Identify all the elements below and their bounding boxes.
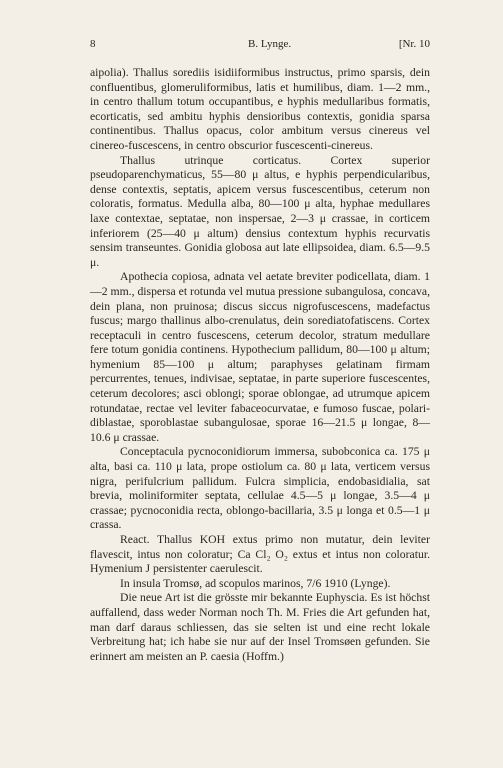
paragraph-discussion: Die neue Art ist die grösste mir bekannte Euphyscia. Es ist höchst auffallend, dass weder Norman noch Th. M. Fries die Art gefunden hat, man darf daraus schliessen, das sie selten ist und eine recht lokale Verbreitung hat; ich habe sie nur auf der Insel Tromsøen gefunden. Sie erinnert am meisten an P. caesia (Hoffm.)	[90, 591, 430, 663]
paragraph-soredia: aipolia). Thallus sorediis isidiiformibus instructus, primo sparsis, dein confluentibus, glomeruliformibus, latis et humilibus, diam. 1—2 mm., in centro thallum totum occupantibus, e hyphis medullaribus formatis, ecorticatis, sed ambitu hyphis densioribus contextis, gonidia sparsa continentibus. Thallus opacus, color ambitum versus cinereus vel cinereo-fuscescens, in centro obscurior fuscescenti-cinereus.	[90, 66, 430, 152]
author-name: B. Lynge.	[248, 38, 292, 50]
paragraph-apothecia: Apothecia copiosa, adnata vel aetate breviter podicellata, diam. 1—2 mm., dispersa et rotunda vel mutua pressione subangulosa, concava, dein plana, non pruinosa; discus siccus nigrofuscescens, madefactus fuscus; margo thallinus albo-crenulatus, dein sorediatofatiscens. Cortex receptaculi in centro fuscescens, ceterum decolor, stratum medullare fere totum gonidia continens. Hypothecium pallidum, 80—100 μ altum; hymenium 85—100 μ altum; paraphyses gelatinam firmam percurrentes, tenues, indivisae, septatae, in parte superiore fuscescentes, ceterum decolores; asci oblongi; sporae oblongae, ad utrumque apicem rotundatae, rectae vel leviter fabaceocurvatae, e fumoso fuscae, polari-diblastae, sporoblastae subangulosae, sporae 16—21.5 μ longae, 8—10.6 μ crassae.	[90, 270, 430, 444]
paragraph-cortex: Thallus utrinque corticatus. Cortex superior pseudoparenchymaticus, 55—80 μ altus, e hyphis perpendicularibus, dense contextis, septatis, apicem versus fuscescentibus, ceterum non coloratis, formatus. Medulla alba, 80—100 μ alta, hyphae medullares laxe contextae, septatae, non inspersae, 2—3 μ crassae, in corticem inferiorem (25—40 μ altum) densius contextum hyphis recurvatis sensim transeuntes. Gonidia globosa aut late ellipsoidea, diam. 6.5—9.5 μ.	[90, 153, 430, 269]
paragraph-locality: In insula Tromsø, ad scopulos marinos, 7/6 1910 (Lynge).	[120, 576, 391, 590]
page-number: 8	[90, 38, 96, 50]
paragraph-conceptacula: Conceptacula pycnoconidiorum immersa, subobconica ca. 175 μ alta, basi ca. 110 μ lata, prope ostiolum ca. 80 μ lata, verticem versus nigra, perifulcrium pallidum. Fulcra simplicia, endobasidialia, sat brevia, moliniformiter septata, cellulae 4.5—5 μ longae, 3.5—4 μ crassae; pycnoconidia recta, oblongo-bacillaria, 3.5 μ longa et 0.5—1 μ crassa.	[90, 445, 430, 532]
body-text	[90, 66, 430, 664]
paragraph-reactions: React. Thallus KOH extus primo non mutatur, dein leviter flavescit, intus non coloratur; Ca Cl₂ O₂ extus et intus non coloratur. Hymenium J persistenter caerulescit.	[90, 533, 430, 576]
running-header	[90, 38, 430, 52]
series-number: [Nr. 10	[398, 38, 430, 50]
